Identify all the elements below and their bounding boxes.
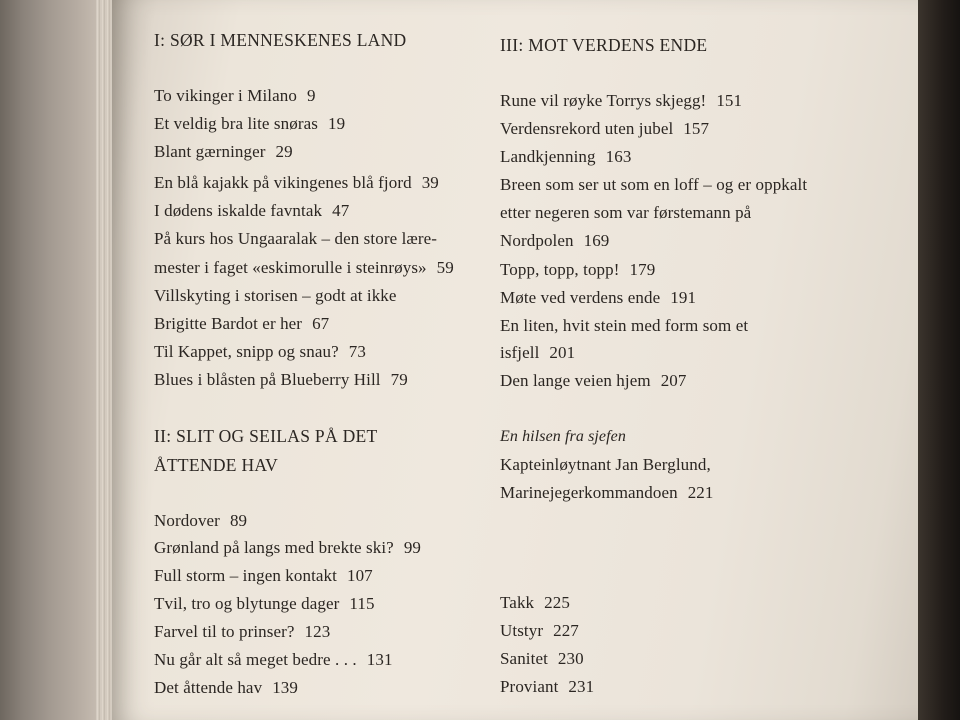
toc-entry [500, 231, 609, 251]
toc-entry-page: 47 [332, 201, 350, 220]
toc-entry-title: En blå kajakk på vikingenes blå fjord [154, 173, 412, 192]
toc-entry [154, 229, 437, 249]
toc-entry [154, 314, 329, 334]
toc-entry-page: 231 [568, 677, 595, 696]
toc-entry [500, 677, 594, 697]
toc-entry-title: Takk [500, 593, 535, 612]
toc-entry-page: 157 [683, 119, 710, 138]
toc-entry-title: Utstyr [500, 621, 544, 640]
toc-entry-page: 79 [390, 370, 408, 389]
toc-entry-page: 169 [583, 231, 610, 250]
toc-entry-page: 179 [629, 260, 656, 279]
section-heading-3: III: MOT VERDENS ENDE [500, 35, 708, 55]
section-heading-2-line2: ÅTTENDE HAV [154, 455, 279, 475]
toc-entry-title: Nu går alt så meget bedre . . . [154, 650, 357, 669]
toc-entry-page: 73 [348, 342, 366, 361]
toc-entry-page: 67 [312, 314, 330, 333]
toc-entry-title: En liten, hvit stein med form som et [500, 316, 749, 335]
toc-entry [154, 678, 298, 698]
toc-entry-title: Verdensrekord uten jubel [500, 119, 674, 138]
toc-entry-title: isfjell [500, 343, 540, 362]
toc-entry-title: Brigitte Bardot er her [154, 314, 303, 333]
toc-entry-title: Blant gærninger [154, 142, 266, 161]
toc-entry-page: 99 [403, 538, 422, 557]
toc-entry-page: 89 [229, 511, 248, 530]
toc-entry [154, 86, 316, 106]
greeting-heading: En hilsen fra sjefen [500, 428, 626, 445]
toc-entry [154, 511, 247, 531]
toc-entry-title: I dødens iskalde favntak [154, 201, 323, 220]
toc-entry-title: Et veldig bra lite snøras [154, 114, 318, 133]
toc-entry [154, 370, 408, 390]
toc-entry-page: 227 [553, 621, 579, 640]
toc-entry-title: Møte ved verdens ende [500, 288, 661, 307]
toc-entry [154, 538, 421, 558]
toc-entry-title: Landkjenning [500, 147, 596, 166]
toc-entry [154, 286, 397, 306]
toc-entry-title: Tvil, tro og blytunge dager [154, 594, 340, 613]
toc-entry [154, 142, 293, 162]
toc-entry-page: 221 [687, 483, 714, 502]
section-heading-2-line1: II: SLIT OG SEILAS PÅ DET [154, 426, 378, 446]
toc-entry-title: Marinejegerkommandoen [500, 483, 678, 502]
toc-entry-title: Grønland på langs med brekte ski? [154, 538, 394, 557]
toc-entry-title: mester i faget «eskimorulle i steinrøys» [154, 258, 427, 277]
toc-entry-page: 230 [557, 649, 584, 668]
toc-entry-page: 29 [275, 142, 293, 161]
toc-entry [500, 593, 570, 613]
toc-entry-page: 139 [272, 678, 298, 697]
toc-entry-title: Farvel til to prinser? [154, 622, 295, 641]
toc-entry-title: To vikinger i Milano [154, 86, 297, 105]
toc-entry-title: Til Kappet, snipp og snau? [154, 342, 339, 361]
toc-entry-title: Det åttende hav [154, 678, 263, 697]
toc-entry [500, 147, 631, 167]
toc-entry-page: 59 [436, 258, 454, 277]
toc-entry-page: 115 [349, 594, 375, 613]
toc-entry [154, 342, 366, 362]
toc-entry-page: 39 [421, 173, 439, 192]
toc-entry [154, 594, 375, 614]
toc-entry-page: 207 [660, 371, 687, 390]
toc-entry [154, 201, 349, 221]
toc-entry-title: etter negeren som var førstemann på [500, 203, 752, 222]
toc-entry [500, 483, 714, 503]
toc-entry-page: 201 [549, 343, 576, 362]
toc-entry [500, 649, 584, 669]
toc-entry [154, 258, 454, 278]
toc-entry-title: Blues i blåsten på Blueberry Hill [154, 370, 381, 389]
toc-entry-title: På kurs hos Ungaaralak – den store lære- [154, 229, 438, 248]
toc-entry-page: 123 [304, 622, 331, 641]
toc-entry-title: Breen som ser ut som en loff – og er oppkalt [500, 175, 808, 194]
toc-entry-title: Rune vil røyke Torrys skjegg! [500, 91, 707, 110]
toc-entry-title: Topp, topp, topp! [500, 260, 620, 279]
toc-entry [154, 622, 330, 642]
toc-entry [154, 650, 393, 670]
toc-entry [500, 175, 807, 195]
toc-entry-title: Nordpolen [500, 231, 574, 250]
toc-entry-page: 19 [327, 114, 346, 133]
toc-entry-title: Den lange veien hjem [500, 371, 651, 390]
toc-entry-page: 163 [605, 147, 632, 166]
toc-entry-title: Proviant [500, 677, 559, 696]
toc-entry-page: 9 [306, 86, 316, 105]
toc-entry-page: 151 [716, 91, 743, 110]
toc-entry [500, 288, 696, 308]
toc-entry-title: Full storm – ingen kontakt [154, 566, 337, 585]
toc-entry [154, 173, 439, 193]
toc-entry-title: Nordover [154, 511, 220, 530]
toc-entry [500, 343, 575, 363]
section-heading-1: I: SØR I MENNESKENES LAND [154, 30, 407, 50]
toc-entry [500, 316, 748, 336]
toc-entry [500, 371, 687, 391]
toc-entry-page: 107 [346, 566, 373, 585]
toc-entry [154, 114, 345, 134]
toc-entry [500, 91, 742, 111]
toc-entry-page: 225 [544, 593, 570, 612]
toc-entry-page: 131 [366, 650, 393, 669]
toc-entry [500, 260, 655, 280]
toc-entry [500, 203, 751, 223]
toc-entry-title: Villskyting i storisen – godt at ikke [154, 286, 397, 305]
toc-entry [500, 621, 579, 641]
greeting-line: Kapteinløytnant Jan Berglund, [500, 455, 711, 474]
toc-entry-title: Sanitet [500, 649, 548, 668]
toc-entry [154, 566, 373, 586]
book-cover-edge [918, 0, 960, 720]
toc-entry [500, 119, 709, 139]
toc-entry-page: 191 [670, 288, 697, 307]
